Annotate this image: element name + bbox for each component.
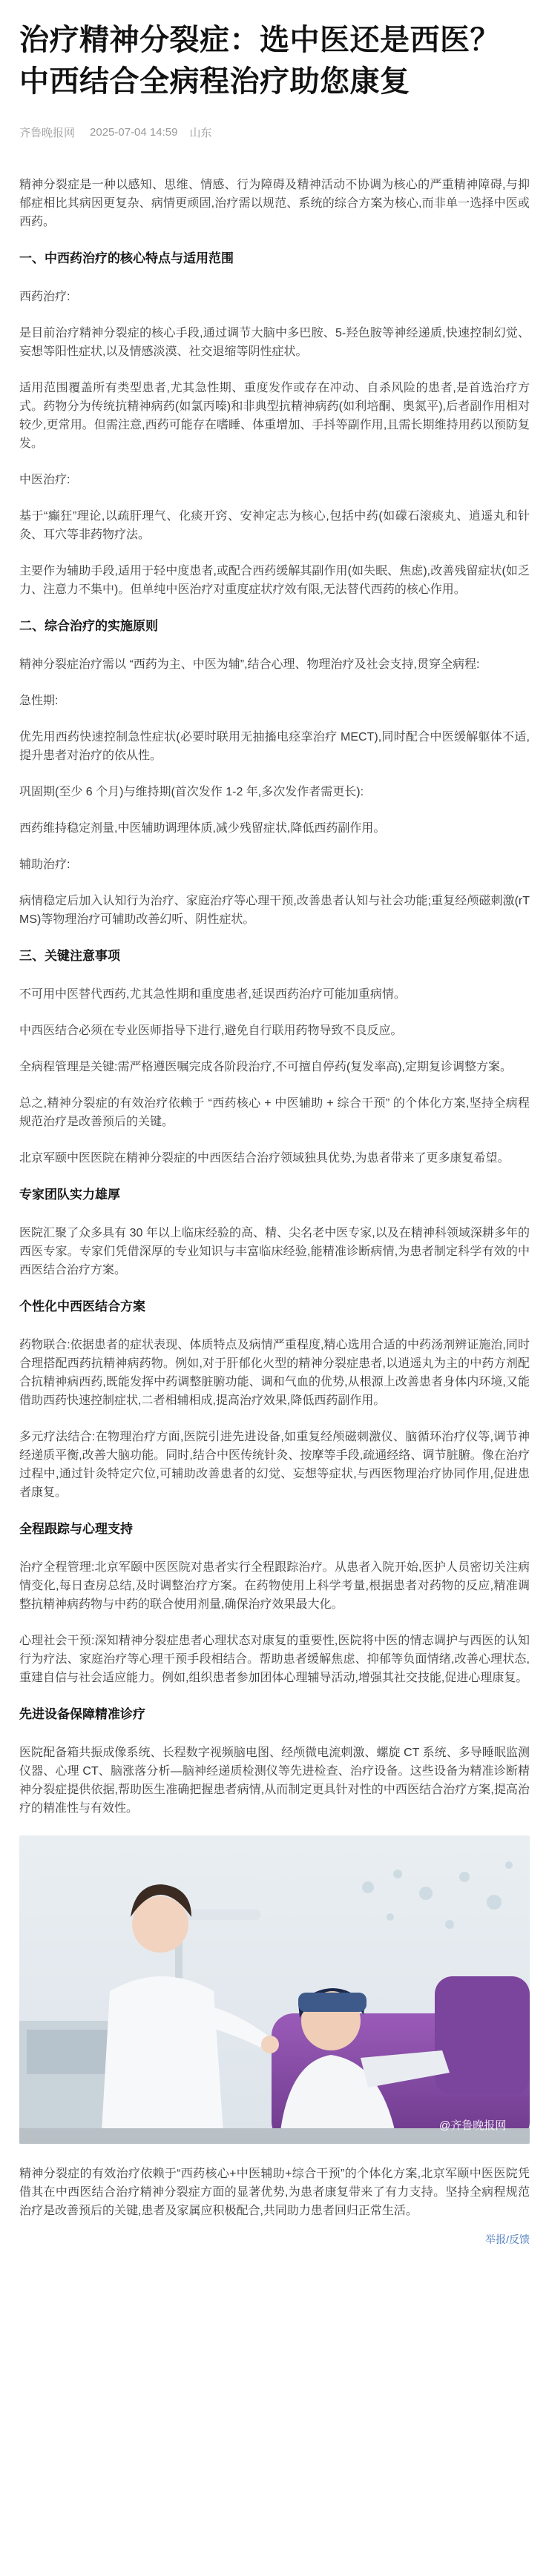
article-meta: [19, 125, 530, 140]
paragraph: 总之,精神分裂症的有效治疗依赖于 “西药核心 + 中医辅助 + 综合干预” 的个体化方案,坚持全病程规范治疗是改善预后的关键。: [19, 1097, 530, 1128]
paragraph: 药物联合:依据患者的症状表现、体质特点及病情严重程度,精心选用合适的中药汤剂辨证施治,同时合理搭配西药抗精神病药物。例如,对于肝郁化火型的精神分裂症患者,以逍遥丸为主的中药方剂配合抗精神病西药,既能发挥中药调整脏腑功能、调和气血的优势,从根源上改善患者身体内环境,又能借助西药快速控制症状,二者相辅相成,提高治疗效果,降低西药副作用。: [19, 1339, 530, 1407]
section-heading: 专家团队实力雄厚: [19, 1188, 120, 1202]
section-heading: 三、关键注意事项: [19, 949, 120, 963]
paragraph: 主要作为辅助手段,适用于轻中度患者,或配合西药缓解其副作用(如失眠、焦虑),改善残留症状(如乏力、注意力不集中)。但单纯中医治疗对重度症状疗效有限,无法替代西药的核心作用。: [19, 565, 530, 596]
paragraph: 多元疗法结合:在物理治疗方面,医院引进先进设备,如重复经颅磁刺激仪、脑循环治疗仪等,调节神经递质平衡,改善大脑功能。同时,结合中医传统针灸、按摩等手段,疏通经络、调节脏腑。像在治疗过程中,通过针灸特定穴位,可辅助改善患者的幻觉、妄想等症状,与西医物理治疗协同作用,促进患者康复。: [19, 1431, 530, 1499]
article-title: 治疗精神分裂症：选中医还是西医？中西结合全病程治疗助您康复: [19, 24, 500, 98]
paragraph: 是目前治疗精神分裂症的核心手段,通过调节大脑中多巴胺、5-羟色胺等神经递质,快速控制幻觉、妄想等阳性症状,以及情感淡漠、社交退缩等阴性症状。: [19, 327, 530, 358]
article-photo: [19, 1835, 530, 2144]
image-watermark: @齐鲁晚报网: [439, 2119, 507, 2132]
section-heading: 二、综合治疗的实施原则: [19, 619, 158, 633]
paragraph: 精神分裂症是一种以感知、思维、情感、行为障碍及精神活动不协调为核心的严重精神障碍,与抑郁症相比其病因更复杂、病情更顽固,治疗需以规范、系统的综合方案为核心,而非单一选择中医或西药。: [19, 179, 530, 228]
article-footer: [19, 2232, 530, 2247]
paragraph: 中医治疗:: [19, 474, 70, 486]
paragraph: 医院配备箱共振成像系统、长程数字视频脑电图、经颅微电流刺激、螺旋 CT 系统、多导睡眠监测仪器、心理 CT、脑涨落分析—脑神经递质检测仪等先进检查、治疗设备。这些设备为精准诊断精神分裂症提供依据,帮助医生准确把握患者病情,从而制定更具针对性的中西医结合治疗方案,提高治疗的精准性与有效性。: [19, 1746, 530, 1815]
section-heading: 全程跟踪与心理支持: [19, 1522, 133, 1536]
section-heading: 一、中西药治疗的核心特点与适用范围: [19, 251, 234, 265]
paragraph: 优先用西药快速控制急性症状(必要时联用无抽搐电痉挛治疗 MECT),同时配合中医缓解躯体不适,提升患者对治疗的依从性。: [19, 731, 530, 762]
report-feedback-link[interactable]: 举报/反馈: [485, 2234, 530, 2245]
publish-location: 山东: [189, 127, 212, 139]
section-heading: 先进设备保障精准诊疗: [19, 1707, 145, 1721]
article-body: [19, 176, 530, 2220]
source-name[interactable]: 齐鲁晚报网: [19, 127, 76, 139]
paragraph: 辅助治疗:: [19, 858, 70, 871]
clinic-photo-illustration: [19, 1835, 530, 2144]
paragraph: 病情稳定后加入认知行为治疗、家庭治疗等心理干预,改善患者认知与社会功能;重复经颅磁刺激(rTMS)等物理治疗可辅助改善幻听、阴性症状。: [19, 895, 530, 926]
paragraph: 精神分裂症的有效治疗依赖于“西药核心+中医辅助+综合干预”的个体化方案,北京军颐中医医院凭借其在中西医结合治疗精神分裂症方面的显著优势,为患者康复带来了有力支持。坚持全病程规范治疗是改善预后的关键,患者及家属应积极配合,共同助力患者回归正常生活。: [19, 2168, 530, 2217]
paragraph: 全病程管理是关键:需严格遵医嘱完成各阶段治疗,不可擅自停药(复发率高),定期复诊调整方案。: [19, 1061, 512, 1073]
paragraph: 西药治疗:: [19, 291, 70, 303]
paragraph: 医院汇聚了众多具有 30 年以上临床经验的高、精、尖名老中医专家,以及在精神科领域深耕多年的西医专家。专家们凭借深厚的专业知识与丰富临床经验,能精准诊断病情,为患者制定科学有效的中西医结合治疗方案。: [19, 1227, 530, 1277]
paragraph: 北京军颐中医医院在精神分裂症的中西医结合治疗领域独具优势,为患者带来了更多康复希望。: [19, 1152, 510, 1165]
paragraph: 基于“癫狂”理论,以疏肝理气、化痰开窍、安神定志为核心,包括中药(如礞石滚痰丸、逍遥丸和针灸、耳穴等非药物疗法。: [19, 510, 530, 541]
paragraph: 西药维持稳定剂量,中医辅助调理体质,减少残留症状,降低西药副作用。: [19, 822, 386, 835]
publish-time: 2025-07-04 14:59: [90, 126, 178, 139]
paragraph: 心理社会干预:深知精神分裂症患者心理状态对康复的重要性,医院将中医的情志调护与西医的认知行为疗法、家庭治疗等心理干预手段相结合。帮助患者缓解焦虑、抑郁等负面情绪,改善心理状态,重建自信与社会适应能力。例如,组织患者参加团体心理辅导活动,增强其社交技能,促进心理康复。: [19, 1635, 530, 1684]
paragraph: 急性期:: [19, 695, 59, 707]
paragraph: 巩固期(至少 6 个月)与维持期(首次发作 1-2 年,多次发作者需更长):: [19, 786, 364, 798]
section-heading: 个性化中西医结合方案: [19, 1299, 145, 1314]
paragraph: 治疗全程管理:北京军颐中医医院对患者实行全程跟踪治疗。从患者入院开始,医护人员密切关注病情变化,每日查房总结,及时调整治疗方案。在药物使用上科学考量,根据患者对药物的反应,精准调整抗精神病药物与中药的联合使用剂量,确保治疗效果最大化。: [19, 1561, 530, 1611]
paragraph: 精神分裂症治疗需以 “西药为主、中医为辅”,结合心理、物理治疗及社会支持,贯穿全病程:: [19, 658, 480, 671]
paragraph: 适用范围覆盖所有类型患者,尤其急性期、重度发作或存在冲动、自杀风险的患者,是首选治疗方式。药物分为传统抗精神病药(如氯丙嗪)和非典型抗精神病药(如利培酮、奥氮平),后者副作用相对较少,更常用。但需注意,西药可能存在嗜睡、体重增加、手抖等副作用,且需长期维持用药以预防复发。: [19, 382, 530, 450]
paragraph: 中西医结合必须在专业医师指导下进行,避免自行联用药物导致不良反应。: [19, 1024, 403, 1037]
paragraph: 不可用中医替代西药,尤其急性期和重度患者,延误西药治疗可能加重病情。: [19, 988, 406, 1001]
